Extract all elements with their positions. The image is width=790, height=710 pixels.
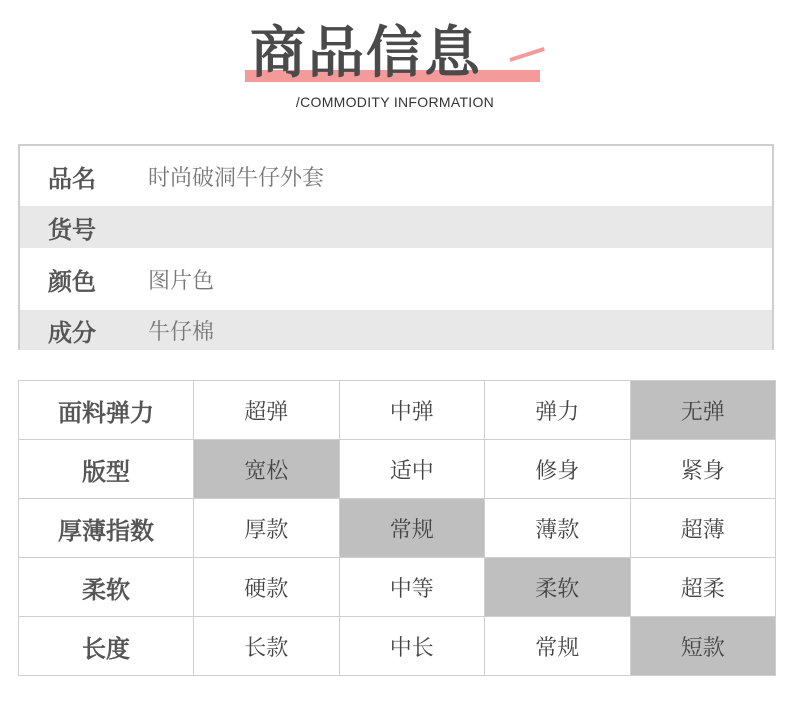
attribute-option: 修身 — [485, 440, 631, 499]
info-value: 牛仔棉 — [148, 319, 215, 345]
attribute-row — [19, 617, 776, 676]
attribute-option: 中等 — [339, 558, 485, 617]
attribute-option: 紧身 — [630, 440, 776, 499]
attribute-row — [19, 381, 776, 440]
info-value: 时尚破洞牛仔外套 — [148, 165, 325, 191]
attribute-option: 超薄 — [630, 499, 776, 558]
page-subtitle: /COMMODITY INFORMATION — [295, 94, 495, 110]
attribute-name: 版型 — [19, 440, 194, 499]
attribute-option: 中弹 — [339, 381, 485, 440]
info-label: 货号 — [48, 215, 96, 244]
info-label: 颜色 — [48, 267, 96, 296]
attribute-table — [18, 380, 776, 676]
attribute-name: 柔软 — [19, 558, 194, 617]
info-label: 成分 — [48, 318, 96, 347]
info-row-color — [20, 248, 772, 310]
attribute-name: 长度 — [19, 617, 194, 676]
title-accent-stroke — [509, 47, 544, 62]
attribute-option: 弹力 — [485, 381, 631, 440]
attribute-option: 硬款 — [194, 558, 340, 617]
info-value: 图片色 — [148, 268, 215, 294]
attribute-option: 中长 — [339, 617, 485, 676]
attribute-option: 超弹 — [194, 381, 340, 440]
page-title: 商品信息 — [250, 21, 482, 86]
attribute-option-selected: 宽松 — [194, 440, 340, 499]
attribute-row — [19, 440, 776, 499]
attribute-option-selected: 常规 — [339, 499, 485, 558]
product-info-box — [18, 144, 774, 350]
header — [0, 0, 790, 120]
attribute-option-selected: 柔软 — [485, 558, 631, 617]
attribute-option-selected: 短款 — [630, 617, 776, 676]
attribute-option: 长款 — [194, 617, 340, 676]
attribute-option: 厚款 — [194, 499, 340, 558]
attribute-option: 超柔 — [630, 558, 776, 617]
info-row-material — [20, 310, 772, 350]
attribute-option: 薄款 — [485, 499, 631, 558]
info-row-sku — [20, 206, 772, 248]
attribute-row — [19, 558, 776, 617]
attribute-name: 厚薄指数 — [19, 499, 194, 558]
info-row-name — [20, 146, 772, 206]
attribute-option: 适中 — [339, 440, 485, 499]
info-label: 品名 — [48, 164, 96, 193]
attribute-option: 常规 — [485, 617, 631, 676]
attribute-option-selected: 无弹 — [630, 381, 776, 440]
attribute-name: 面料弹力 — [19, 381, 194, 440]
attribute-row — [19, 499, 776, 558]
